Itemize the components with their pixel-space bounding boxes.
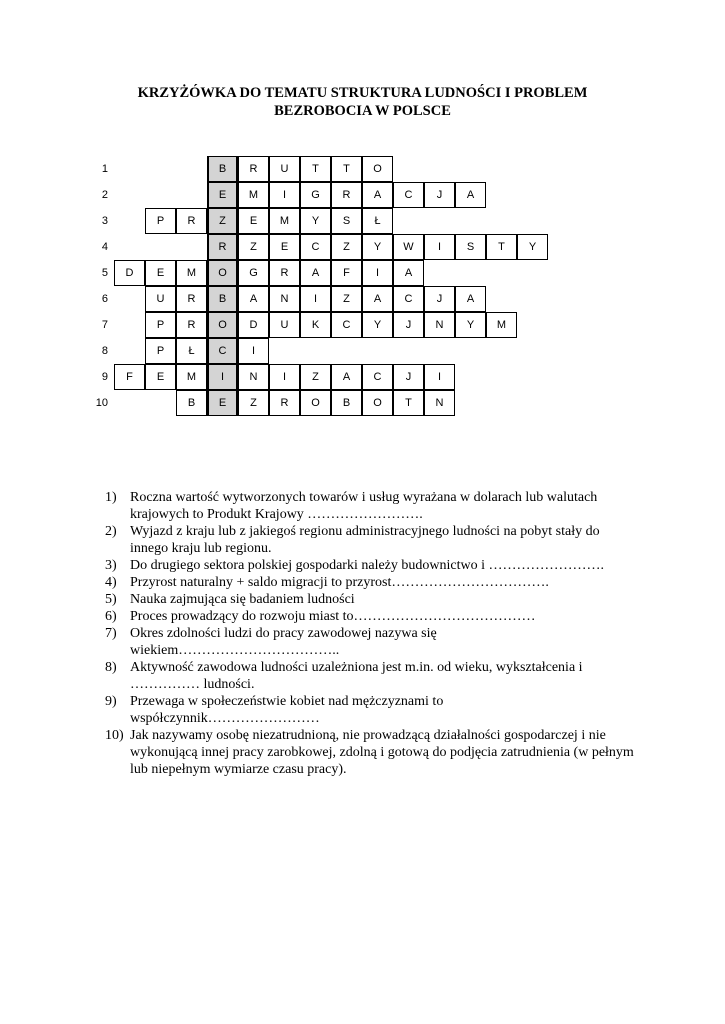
crossword-cell: K xyxy=(300,312,331,338)
clue-number: 6) xyxy=(105,609,117,624)
crossword-cell: O xyxy=(362,390,393,416)
row-number: 9 xyxy=(101,371,108,383)
crossword-cell: A xyxy=(393,260,424,286)
crossword-cell: D xyxy=(114,260,145,286)
crossword-cell: R xyxy=(176,208,207,234)
crossword-cell: J xyxy=(393,364,424,390)
crossword-cell: C xyxy=(331,312,362,338)
clue-text: Okres zdolności ludzi do pracy zawodowej nazywa się wiekiem…………………………….. xyxy=(130,626,437,658)
crossword-key-cell: B xyxy=(207,286,238,312)
crossword-key-cell: E xyxy=(207,182,238,208)
clue-number: 5) xyxy=(105,592,117,607)
crossword-cell: Y xyxy=(362,234,393,260)
crossword-cell: T xyxy=(300,156,331,182)
crossword-cell: Z xyxy=(238,390,269,416)
clue-item xyxy=(105,659,635,693)
clue-text: Przewaga w społeczeństwie kobiet nad mężczyznami to współczynnik…………………… xyxy=(130,694,444,726)
crossword-cell: P xyxy=(145,208,176,234)
crossword-cell: C xyxy=(300,234,331,260)
row-number: 8 xyxy=(101,345,108,357)
crossword-cell: Y xyxy=(455,312,486,338)
crossword-cell: R xyxy=(176,312,207,338)
clue-text: Przyrost naturalny + saldo migracji to przyrost……………………………. xyxy=(130,575,549,590)
clue-text: Nauka zajmująca się badaniem ludności xyxy=(130,592,355,607)
clue-text: Aktywność zawodowa ludności uzależniona jest m.in. od wieku, wykształcenia i …………… ludności. xyxy=(130,660,583,692)
crossword-cell: M xyxy=(176,260,207,286)
crossword-cell: T xyxy=(393,390,424,416)
clue-item xyxy=(105,523,635,557)
clue-item xyxy=(105,574,635,591)
crossword-cell: P xyxy=(145,338,176,364)
crossword-cell: O xyxy=(300,390,331,416)
crossword-cell: G xyxy=(238,260,269,286)
title-line-1: KRZYŻÓWKA DO TEMATU STRUKTURA LUDNOŚCI I PROBLEM xyxy=(137,85,588,101)
crossword-cell: T xyxy=(486,234,517,260)
clue-number: 9) xyxy=(105,694,117,709)
crossword-cell: C xyxy=(393,286,424,312)
crossword-cell: I xyxy=(362,260,393,286)
crossword-title xyxy=(0,84,725,120)
crossword-cell: J xyxy=(424,286,455,312)
crossword-cell: R xyxy=(331,182,362,208)
crossword-cell: M xyxy=(238,182,269,208)
crossword-cell: W xyxy=(393,234,424,260)
clue-text: Wyjazd z kraju lub z jakiegoś regionu administracyjnego ludności na pobyt stały do innego kraju lub regionu. xyxy=(130,524,600,556)
clue-list xyxy=(105,489,635,778)
crossword-cell: S xyxy=(331,208,362,234)
clue-item xyxy=(105,557,635,574)
crossword-cell: Ł xyxy=(362,208,393,234)
crossword-cell: E xyxy=(269,234,300,260)
crossword-key-cell: O xyxy=(207,312,238,338)
crossword-cell: P xyxy=(145,312,176,338)
crossword-cell: S xyxy=(455,234,486,260)
crossword-cell: A xyxy=(331,364,362,390)
crossword-cell: R xyxy=(269,390,300,416)
crossword-cell: E xyxy=(145,260,176,286)
crossword-cell: Z xyxy=(331,286,362,312)
clue-number: 4) xyxy=(105,575,117,590)
title-line-2: BEZROBOCIA W POLSCE xyxy=(274,103,451,119)
crossword-cell: Y xyxy=(362,312,393,338)
crossword-cell: Z xyxy=(238,234,269,260)
crossword-cell: I xyxy=(424,364,455,390)
crossword-cell: F xyxy=(114,364,145,390)
crossword-cell: A xyxy=(455,182,486,208)
clue-number: 10) xyxy=(105,728,124,743)
crossword-cell: R xyxy=(269,260,300,286)
crossword-cell: N xyxy=(269,286,300,312)
crossword-cell: M xyxy=(486,312,517,338)
clue-item xyxy=(105,625,635,659)
crossword-cell: B xyxy=(176,390,207,416)
crossword-cell: E xyxy=(238,208,269,234)
clue-number: 7) xyxy=(105,626,117,641)
row-number: 2 xyxy=(101,189,108,201)
crossword-cell: U xyxy=(145,286,176,312)
crossword-cell: Ł xyxy=(176,338,207,364)
row-number: 4 xyxy=(101,241,108,253)
row-number: 5 xyxy=(101,267,108,279)
crossword-cell: I xyxy=(424,234,455,260)
crossword-cell: N xyxy=(424,312,455,338)
crossword-cell: U xyxy=(269,312,300,338)
crossword-cell: N xyxy=(238,364,269,390)
crossword-cell: M xyxy=(176,364,207,390)
crossword-cell: J xyxy=(393,312,424,338)
crossword-cell: A xyxy=(455,286,486,312)
crossword-cell: O xyxy=(362,156,393,182)
clue-text: Jak nazywamy osobę niezatrudnioną, nie prowadzącą działalności gospodarczej i nie wykonującą innej pracy zarobkowej, zdolną i gotową do podjęcia zatrudnienia (w pełnym lub niepełnym wymiarze czasu pracy). xyxy=(130,728,634,777)
crossword-cell: I xyxy=(238,338,269,364)
clue-item xyxy=(105,489,635,523)
crossword-cell: R xyxy=(176,286,207,312)
crossword-cell: A xyxy=(238,286,269,312)
clue-number: 2) xyxy=(105,524,117,539)
crossword-cell: J xyxy=(424,182,455,208)
crossword-cell: F xyxy=(331,260,362,286)
crossword-key-cell: C xyxy=(207,338,238,364)
clue-text: Roczna wartość wytworzonych towarów i usług wyrażana w dolarach lub walutach krajowych to Produkt Krajowy ……………………. xyxy=(130,490,598,522)
crossword-cell: A xyxy=(300,260,331,286)
crossword-cell: E xyxy=(145,364,176,390)
crossword-cell: C xyxy=(393,182,424,208)
crossword-key-cell: I xyxy=(207,364,238,390)
crossword-cell: M xyxy=(269,208,300,234)
row-number: 3 xyxy=(101,215,108,227)
clue-text: Do drugiego sektora polskiej gospodarki należy budownictwo i ……………………. xyxy=(130,558,604,573)
crossword-cell: I xyxy=(269,182,300,208)
row-number: 6 xyxy=(101,293,108,305)
clue-number: 3) xyxy=(105,558,117,573)
clue-number: 1) xyxy=(105,490,117,505)
crossword-key-cell: B xyxy=(207,156,238,182)
crossword-cell: N xyxy=(424,390,455,416)
clue-item xyxy=(105,591,635,608)
crossword-key-cell: E xyxy=(207,390,238,416)
clue-text: Proces prowadzący do rozwoju miast to………………………………… xyxy=(130,609,536,624)
clue-item xyxy=(105,693,635,727)
clue-item xyxy=(105,608,635,625)
crossword-cell: U xyxy=(269,156,300,182)
clue-item xyxy=(105,727,635,778)
row-number: 1 xyxy=(101,163,108,175)
crossword-cell: Z xyxy=(300,364,331,390)
row-number: 7 xyxy=(101,319,108,331)
crossword-cell: G xyxy=(300,182,331,208)
crossword-key-cell: Z xyxy=(207,208,238,234)
crossword-cell: R xyxy=(238,156,269,182)
clue-number: 8) xyxy=(105,660,117,675)
crossword-cell: C xyxy=(362,364,393,390)
crossword-cell: A xyxy=(362,286,393,312)
crossword-cell: Z xyxy=(331,234,362,260)
crossword-cell: B xyxy=(331,390,362,416)
crossword-cell: D xyxy=(238,312,269,338)
crossword-cell: A xyxy=(362,182,393,208)
crossword-cell: I xyxy=(300,286,331,312)
crossword-cell: Y xyxy=(517,234,548,260)
row-number: 10 xyxy=(95,397,108,409)
crossword-key-cell: O xyxy=(207,260,238,286)
crossword-key-cell: R xyxy=(207,234,238,260)
crossword-cell: T xyxy=(331,156,362,182)
crossword-cell: Y xyxy=(300,208,331,234)
crossword-cell: I xyxy=(269,364,300,390)
